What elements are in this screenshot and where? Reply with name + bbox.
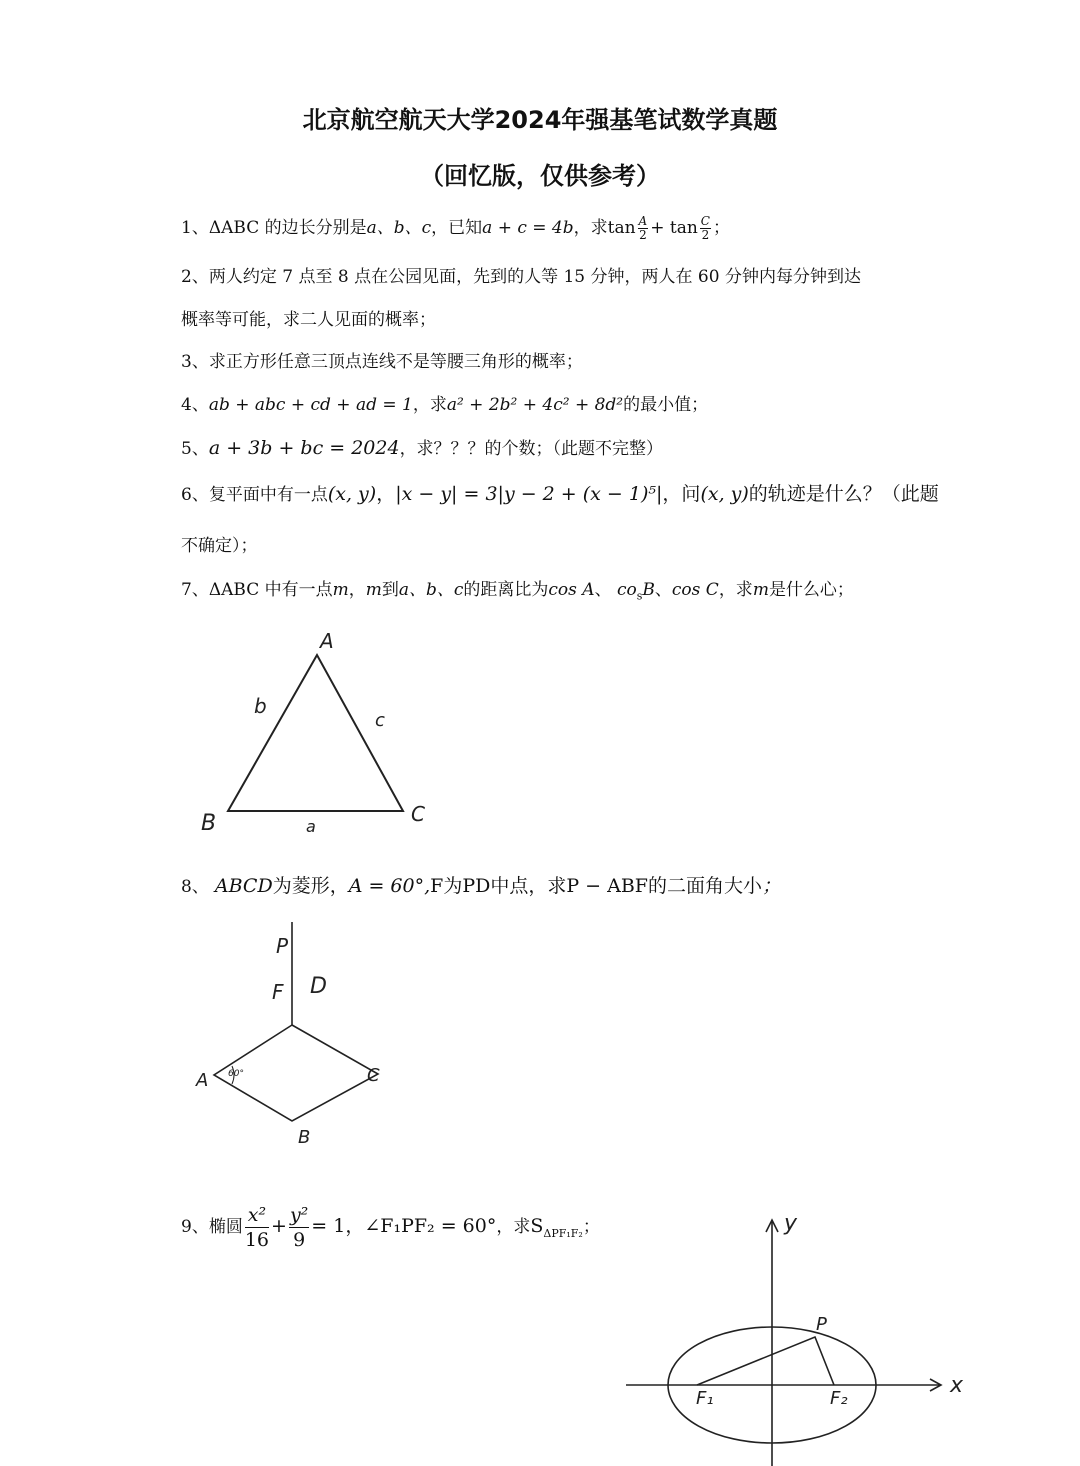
q1-text-e: ，求tan xyxy=(573,218,636,238)
q4-text-mid: ，求 xyxy=(412,395,447,415)
q9-frac-x-den: 16 xyxy=(244,1228,270,1251)
q6-text-b: ， xyxy=(376,483,396,505)
q6-text-a: 复平面中有一点 xyxy=(208,485,328,505)
q7-cos-a: cos A xyxy=(548,580,595,600)
q7-m-3: m xyxy=(752,580,769,600)
q7-text-c: 到 xyxy=(381,580,399,600)
triangle-label-side-b: b xyxy=(254,694,267,718)
q9-text-a: 椭圆 xyxy=(208,1217,243,1237)
q1-text-a: ΔABC 的边长分别是 xyxy=(208,218,367,238)
rhombus-label-a: A xyxy=(196,1070,209,1091)
q1-text-g: + tan xyxy=(650,218,698,238)
q8-number: 8、 xyxy=(181,877,209,897)
triangle-label-c-vertex: C xyxy=(411,802,425,826)
q9-equals: = 1 xyxy=(311,1215,346,1237)
rhombus-label-d: D xyxy=(310,974,327,999)
q7-sides: a、b、c xyxy=(398,580,464,600)
q2-line-2: 概率等可能，求二人见面的概率； xyxy=(181,310,436,330)
q8-abcd: ABCD xyxy=(214,875,273,897)
q1-frac-a-den: 2 xyxy=(639,228,647,242)
focal-triangle xyxy=(697,1337,834,1385)
q2-line-1: 两人约定 7 点至 8 点在公园见面，先到的人等 15 分钟，两人在 60 分钟内每分钟到达 xyxy=(208,267,861,287)
triangle-label-a-vertex: A xyxy=(320,629,334,653)
q2-number: 2、 xyxy=(181,267,209,287)
triangle-label-side-c: c xyxy=(375,710,385,731)
point-p-label: P xyxy=(816,1314,827,1335)
q9-frac-x-num: x² xyxy=(245,1203,269,1228)
q9-plus: + xyxy=(271,1215,287,1237)
triangle-label-b-vertex: B xyxy=(201,811,217,836)
q8-text-b: F为PD中点，求P − ABF的二面角大小 xyxy=(430,875,762,897)
q4-number: 4、 xyxy=(181,395,209,415)
triangle-label-side-a: a xyxy=(306,817,316,836)
q9-text-c: ，求 xyxy=(496,1217,531,1237)
q9-text-b: ， xyxy=(345,1215,365,1237)
rhombus-label-b: B xyxy=(298,1127,311,1148)
q7-text-e: ，求 xyxy=(718,580,753,600)
q7-m-1: m xyxy=(332,580,349,600)
q6-point: (x, y) xyxy=(327,483,377,505)
q7-m-2: m xyxy=(365,580,382,600)
q6-number: 6、 xyxy=(181,485,209,505)
q9-number: 9、 xyxy=(181,1217,209,1237)
q6-line-2: 不确定）； xyxy=(181,536,258,556)
q1-frac-c-num: C xyxy=(700,214,710,228)
focus-f1-label: F₁ xyxy=(696,1388,714,1409)
q1-frac-c-den: 2 xyxy=(701,228,710,242)
q4-text-end: 的最小值； xyxy=(623,395,709,415)
q7-text-d: 的距离比为 xyxy=(463,580,549,600)
q7-cos-b-s: s xyxy=(636,589,643,603)
q9-frac-y-den: 9 xyxy=(293,1228,306,1251)
q8-angle: A = 60°, xyxy=(348,875,431,897)
q9-angle: ∠F₁PF₂ = 60° xyxy=(364,1215,497,1237)
focus-f2-label: F₂ xyxy=(830,1388,848,1409)
q7-text-f: 是什么心； xyxy=(768,580,854,600)
y-axis-label: y xyxy=(784,1211,798,1236)
q9-end: ； xyxy=(582,1217,600,1237)
q1-text-h: ； xyxy=(712,218,730,238)
q6-equation: |x − y| = 3|y − 2 + (x − 1)⁵| xyxy=(395,483,663,505)
q9-area-sub: ΔPF₁F₂ xyxy=(543,1226,583,1240)
q7-sep-1: 、 xyxy=(594,580,612,600)
rhombus-label-angle: 60° xyxy=(228,1069,244,1079)
q6-point-2: (x, y) xyxy=(700,483,749,505)
q1-condition: a + c = 4b xyxy=(482,218,574,238)
q3-text: 求正方形任意三顶点连线不是等腰三角形的概率； xyxy=(208,352,583,372)
page-title: 北京航空航天大学2024年强基笔试数学真题 xyxy=(302,106,778,134)
q5-equation: a + 3b + bc = 2024 xyxy=(208,437,400,459)
page-subtitle: （回忆版，仅供参考） xyxy=(420,162,660,190)
q1-text-c: ，已知 xyxy=(431,218,483,238)
q6-text-d: 的轨迹是什么？（此题 xyxy=(748,483,939,505)
q7-cos-b-end: B xyxy=(642,580,655,600)
q7-cos-b-start: co xyxy=(616,580,637,600)
q6-text-c: ，问 xyxy=(662,483,701,505)
q1-sides: a、b、c xyxy=(366,218,432,238)
rhombus-label-p: P xyxy=(276,934,289,958)
q4-expression: a² + 2b² + 4c² + 8d² xyxy=(446,395,624,415)
rhombus-label-c: C xyxy=(367,1065,380,1086)
q5-text-end: ，求？？？的个数；（此题不完整） xyxy=(399,439,664,459)
q7-text-a: ΔABC 中有一点 xyxy=(208,580,333,600)
q8-text-a: 为菱形， xyxy=(272,875,349,897)
q1-frac-a-num: A xyxy=(638,214,648,228)
q9-frac-y-num: y² xyxy=(289,1203,309,1226)
q1-number: 1、 xyxy=(181,218,209,238)
q3-number: 3、 xyxy=(181,352,209,372)
q4-equation: ab + abc + cd + ad = 1 xyxy=(208,395,413,415)
q9-area-s: S xyxy=(530,1215,544,1237)
q7-sep-2: 、 xyxy=(654,580,672,600)
q7-number: 7、 xyxy=(181,580,209,600)
x-axis-label: x xyxy=(950,1373,964,1398)
q7-text-b: ， xyxy=(348,580,366,600)
q7-cos-c: cos C xyxy=(671,580,719,600)
q8-end: ； xyxy=(762,875,782,897)
q5-number: 5、 xyxy=(181,439,209,459)
rhombus-label-f: F xyxy=(272,980,284,1004)
